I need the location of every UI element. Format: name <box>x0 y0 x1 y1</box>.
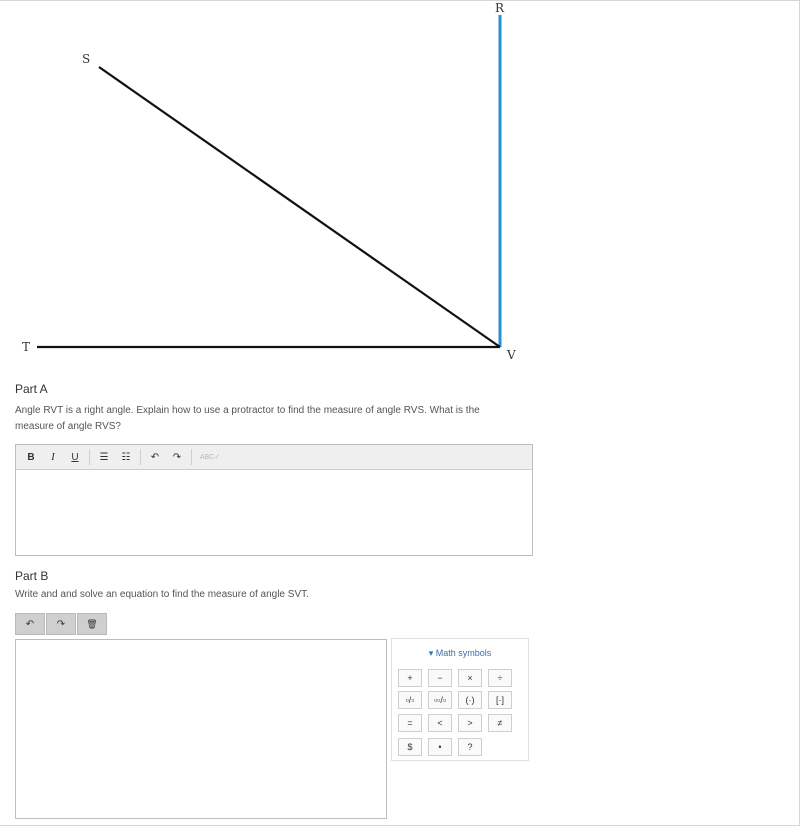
part-a-title: Part A <box>15 382 48 396</box>
editor-toolbar <box>16 445 532 470</box>
undo-button[interactable]: ↶ <box>150 451 160 463</box>
equation-redo-button[interactable]: ↷ <box>46 613 76 635</box>
point-label-S: S <box>82 52 91 66</box>
greater-than-key[interactable]: > <box>458 714 482 732</box>
equation-undo-button[interactable]: ↶ <box>15 613 45 635</box>
equation-clear-button[interactable]: 🗑 <box>77 613 107 635</box>
ray-VS <box>99 67 500 347</box>
mixed-number-key[interactable]: ▫▫/▫ <box>428 691 452 709</box>
part-a-prompt <box>15 403 480 435</box>
minus-key[interactable]: − <box>428 669 452 687</box>
bold-button[interactable]: B <box>27 451 35 463</box>
dollar-key[interactable]: $ <box>398 738 422 756</box>
math-symbols-toggle[interactable]: ▾ Math symbols <box>428 648 492 658</box>
brackets-key[interactable]: [·] <box>488 691 512 709</box>
plus-key[interactable]: + <box>398 669 422 687</box>
toolbar-divider <box>140 449 141 465</box>
question-mark-key[interactable]: ? <box>458 738 482 756</box>
fraction-key[interactable]: ▫/▫ <box>398 691 422 709</box>
part-a-prompt-line-2: measure of angle RVS? <box>15 421 121 432</box>
less-than-key[interactable]: < <box>428 714 452 732</box>
part-b-equation-input[interactable] <box>15 639 387 819</box>
redo-button[interactable]: ↷ <box>172 451 182 463</box>
parentheses-key[interactable]: (·) <box>458 691 482 709</box>
equation-action-bar <box>15 613 108 635</box>
toolbar-divider <box>191 449 192 465</box>
equals-key[interactable]: = <box>398 714 422 732</box>
divide-key[interactable]: ÷ <box>488 669 512 687</box>
not-equal-key[interactable]: ≠ <box>488 714 512 732</box>
part-a-answer-area[interactable] <box>16 470 532 555</box>
angle-diagram <box>0 0 800 370</box>
bullet-key[interactable]: • <box>428 738 452 756</box>
toolbar-divider <box>89 449 90 465</box>
spellcheck-button[interactable]: ABC✓ <box>199 454 221 461</box>
point-label-R: R <box>495 1 505 15</box>
part-a-rich-text-editor <box>15 444 533 556</box>
numbered-list-button[interactable]: ☷ <box>121 451 131 463</box>
part-b-title: Part B <box>15 569 49 583</box>
bullet-list-button[interactable]: ☰ <box>99 451 109 463</box>
times-key[interactable]: × <box>458 669 482 687</box>
underline-button[interactable]: U <box>71 451 79 463</box>
point-label-T: T <box>22 340 31 354</box>
part-b-prompt: Write and and solve an equation to find the measure of angle SVT. <box>15 589 309 600</box>
italic-button[interactable]: I <box>51 451 55 463</box>
part-a-prompt-line-1: Angle RVT is a right angle. Explain how to use a protractor to find the measure of angle RVS. What is the <box>15 405 480 416</box>
point-label-V: V <box>507 348 516 362</box>
math-symbols-panel <box>391 638 529 761</box>
